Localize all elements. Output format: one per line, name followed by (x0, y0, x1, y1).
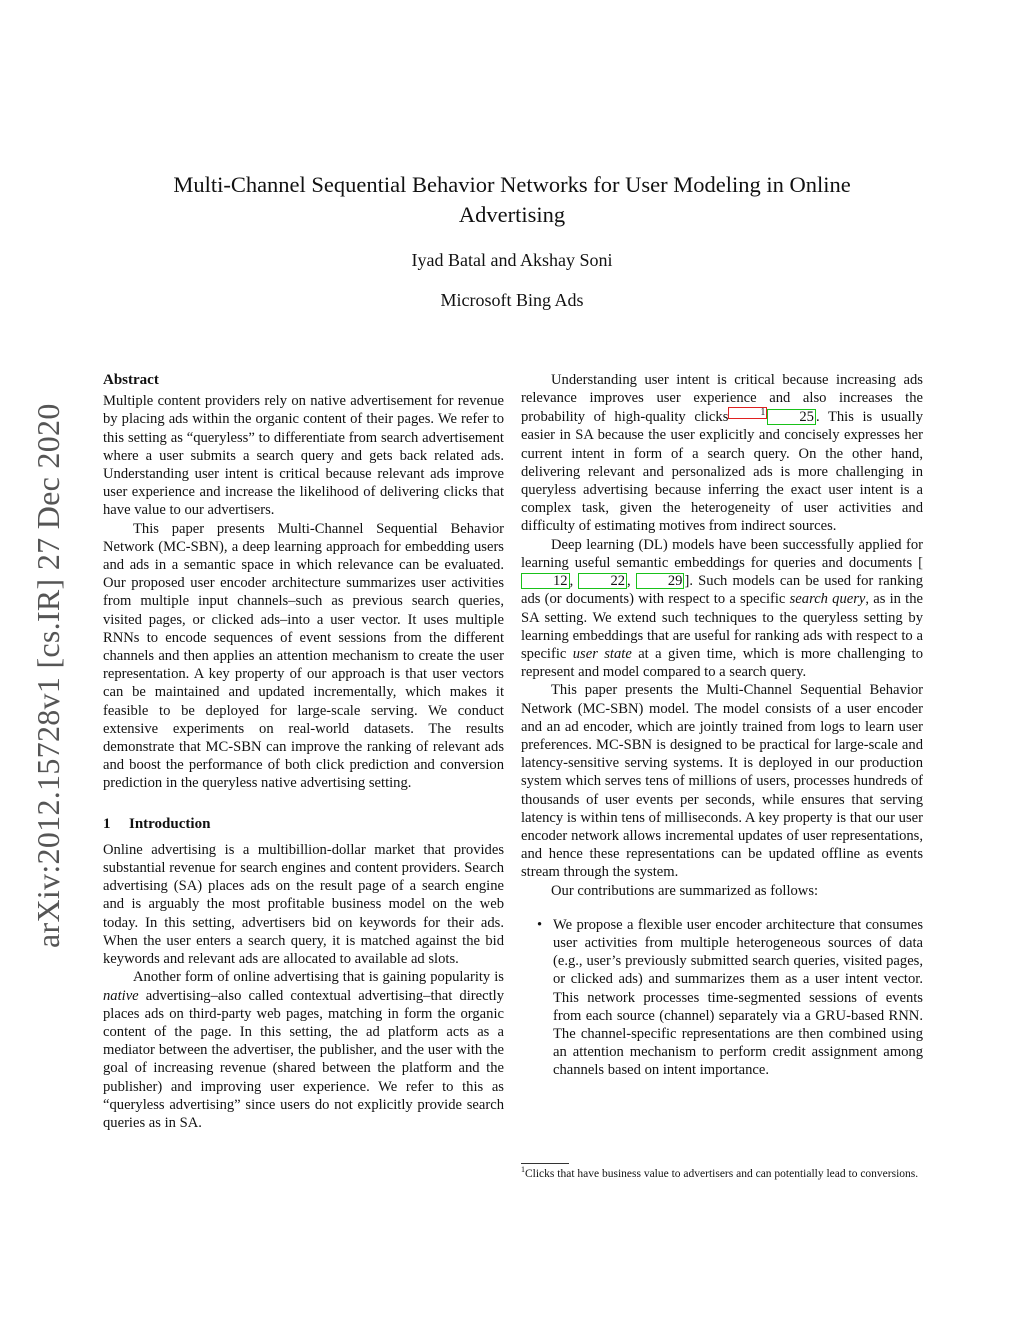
introduction-heading (103, 815, 504, 833)
footnote-mark: 1 (521, 1165, 525, 1174)
paper-title: Multi-Channel Sequential Behavior Networks for User Modeling in Online Advertising (173, 172, 851, 227)
list-item: • We propose a flexible user encoder architecture that consumes user activities from multiple heterogeneous sources of data (e.g., user’s previously submitted search queries, visited pages, or clicked ads) and summarizes them as a user intent vector. This network processes time-segmented sessions of events from each source (channel) separately via a GRU-based RNN. The channel-specific representations are then combined using an attention mechanism to perform credit assignment among channels based on intent importance. (537, 916, 923, 1079)
abstract-heading: Abstract (103, 372, 159, 388)
mcsbn-paragraph: This paper presents the Multi-Channel Sequential Behavior Network (MC-SBN) model. The model consists of a user encoder and an ad encoder, which are jointly trained from logs to learn user preferences. MC-SBN is designed to be practical for large-scale and latency-sensitive serving systems. It is deployed in our production system which serves tens of millions of users, processes hundreds of thousands of user events per seconds, while ensures that serving latency is within tens of milliseconds. A key property is that our user encoder network allows incremental updates of user representations, and hence these representations can be updated offline as events stream through the system. (521, 682, 923, 881)
section-number: 1 (103, 815, 111, 832)
section-title: Introduction (129, 815, 211, 832)
left-column (103, 371, 504, 1132)
emphasis-native: native (103, 987, 139, 1004)
citation-link[interactable]: 25 (767, 409, 816, 425)
intro-paragraph-2: Another form of online advertising that is gaining popularity is native advertising–also called contextual advertising–that directly places ads on third-party web pages, matching in form the organic content of the page. In this setting, the ad platform acts as a mediator between the advertiser, the publisher, and the user with the goal of increasing revenue (shared between the platform and the publisher) and improving user experience. We refer to this as “queryless advertising” since users do not explicitly provide search queries as in SA. (103, 969, 504, 1131)
footnote (521, 1163, 923, 1182)
paper-authors: Iyad Batal and Akshay Soni (411, 250, 613, 270)
bullet-icon: • (537, 916, 543, 933)
right-column (521, 371, 923, 1080)
footnote-link[interactable]: 1 (728, 407, 767, 419)
intro-paragraph-1: Online advertising is a multibillion-dollar market that provides substantial revenue for search engines and content providers. Search advertising (SA) places ads on the result page of a search engine and is arguably the most profitable business model on the web today. In this setting, advertisers bid on keywords for their ads. When the user enters a search query, it is matched against the bid keywords and relevant ads are allocated to available ad slots. (103, 841, 504, 968)
footnote-divider (521, 1163, 569, 1164)
contributions-list (521, 916, 923, 1080)
footnote-text: Clicks that have business value to advertisers and can potentially lead to conversions. (525, 1167, 919, 1180)
intent-paragraph: Understanding user intent is critical because increasing ads relevance improves user experience and also increases the probability of high-quality clicks 1 25 . This is usually easier in SA because the user explicitly and concisely expresses her current intent in form of a search query. On the other hand, delivering relevant and personalized ads is more challenging in queryless advertising because inferring the exact user intent is a complex task, given the heterogeneity of user activities and difficulty of estimating motives from indirect sources. (521, 372, 923, 535)
citation-link[interactable]: 12 (521, 573, 570, 589)
citation-link[interactable]: 22 (578, 573, 627, 589)
paper-affiliation: Microsoft Bing Ads (440, 290, 584, 310)
arxiv-identifier: arXiv:2012.15728v1 [cs.IR] 27 Dec 2020 (30, 403, 66, 948)
deep-learning-paragraph: Deep learning (DL) models have been successfully applied for learning useful semantic embeddings for queries and documents [12 , 22 , 29 ]. Such models can be used for ranking ads (or documents) with respect to a specific search query, as in the SA setting. We extend such techniques to the queryless setting by learning embeddings that are useful for ranking ads with respect to a specific user state at a given time, which is more challenging to represent and model compared to a search query. (521, 536, 924, 681)
contributions-intro: Our contributions are summarized as follows: (551, 882, 819, 899)
abstract-paragraph-2: This paper presents Multi-Channel Sequential Behavior Network (MC-SBN), a deep learning approach for embedding users and ads in a semantic space in which relevance can be evaluated. Our proposed user encoder architecture summarizes user activities from multiple input channels–such as previous search queries, visited pages, or clicked ads–into a user vector. It uses multiple RNNs to encode sequences of event sessions from the different channels and then applies an attention mechanism to create the user representation. A key property of our approach is that user vectors can be maintained and updated incrementally, which makes it feasible to be deployed for large-scale serving. We conduct extensive experiments on real-world datasets. The results demonstrate that MC-SBN can improve the ranking of relevant ads and boost the performance of both click prediction and conversion prediction in the queryless native advertising setting. (103, 520, 504, 792)
citation-link[interactable]: 29 (636, 573, 685, 589)
abstract-paragraph-1: Multiple content providers rely on native advertisement for revenue by placing ads within the organic content of their pages. We refer to this setting as “queryless” to differentiate from search advertisement where a user submits a search query and gets back related ads. Understanding user intent is critical because relevant ads improve user experience and increase the likelihood of delivering clicks that have value to our advertisers. (103, 393, 504, 519)
